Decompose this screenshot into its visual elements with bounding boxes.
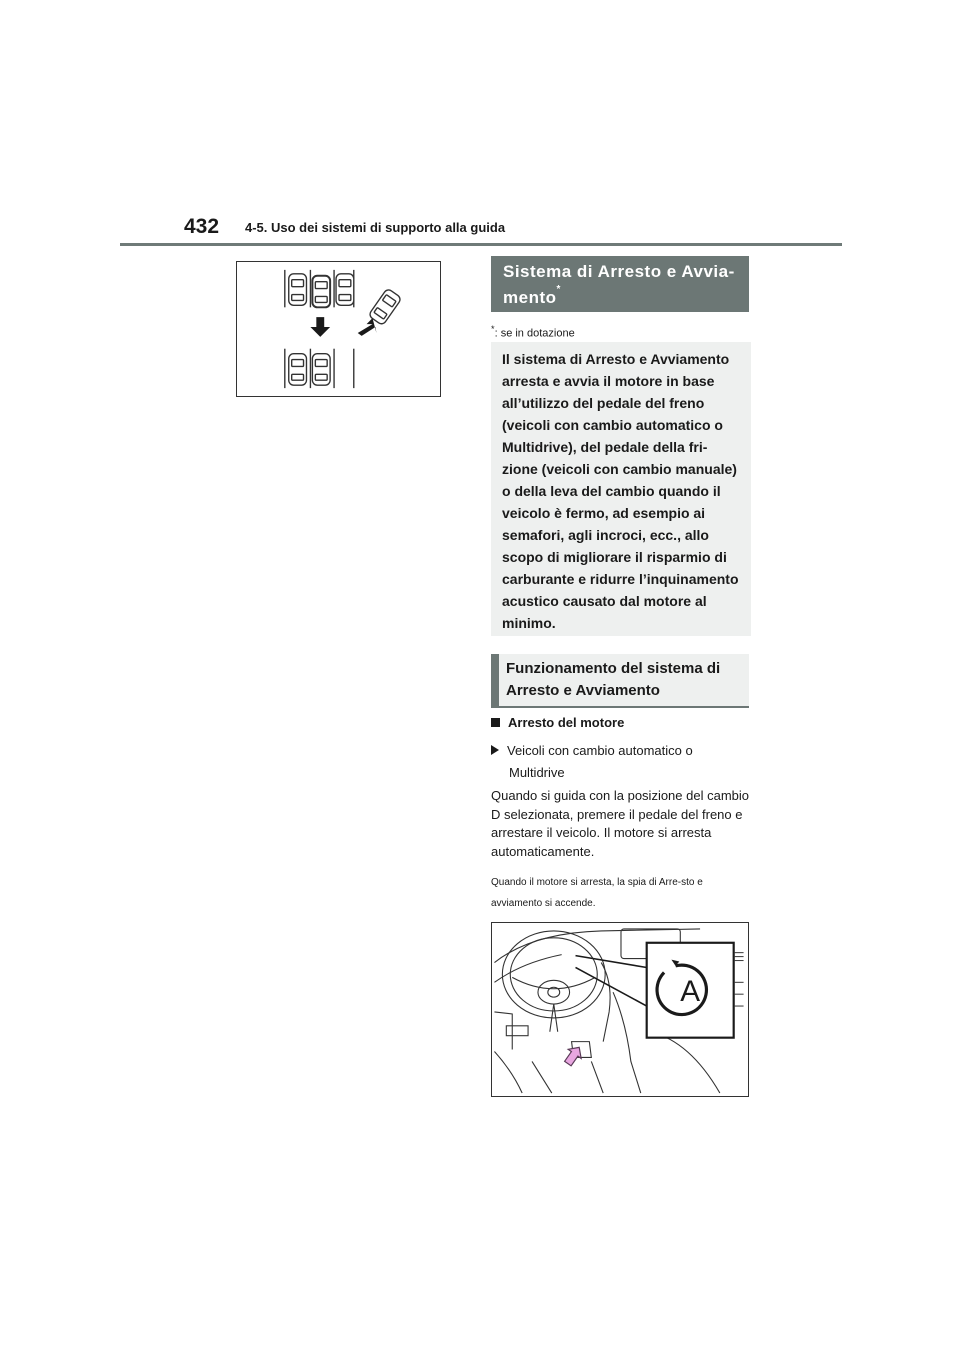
vehicle-type-item [491,740,751,784]
triangle-bullet-icon [491,745,499,755]
parking-illustration [236,261,441,397]
intro-box: Il sistema di Arresto e Avviamento arresta e avvia il motore in base all’utilizzo del pedale del freno (veicoli con cambio automatico o Multidrive), del pedale della fri-zione (veicoli con cambio manuale) o della leva del cambio quando il veicolo è fermo, ad esempio ai semafori, agli incroci, ecc., allo scopo di migliorare il risparmio di carburante e ridurre l’inquinamento acustico causato dal motore al minimo. [491,342,751,636]
vehicle-type-line2: Multidrive [509,765,565,780]
footnote-text: : se in dotazione [494,327,575,340]
header-rule [120,243,842,246]
footnote-mark: * [491,324,495,334]
vehicle-type-line1: Veicoli con cambio automatico o [507,743,693,758]
page-number: 432 [184,215,220,238]
indicator-note: Quando il motore si arresta, la spia di Arre-sto e avviamento si accende. [491,877,703,909]
engine-stop-heading [491,715,624,730]
running-header: 4-5. Uso dei sistemi di supporto alla guida [245,220,506,235]
stop-start-indicator-letter: A [680,975,701,1009]
square-bullet-icon [491,718,500,727]
section-heading-stop-start [491,256,749,312]
section-heading-operation: Funzionamento del sistema di Arresto e Avviamento [491,654,749,708]
dashboard-brake-pedal-icon [492,923,748,1096]
engine-stop-paragraph: Quando si guida con la posizione del cambio D selezionata, premere il pedale del freno e arrestare il veicolo. Il motore si arresta automaticamente. [491,788,750,859]
parked-cars-icon [237,262,440,396]
dashboard-illustration [491,922,749,1097]
asterisk-mark: * [556,284,561,295]
engine-stop-heading-text: Arresto del motore [508,715,625,730]
footnote [491,324,575,340]
section-heading-text: Sistema di Arresto e Avvia-mento [503,262,735,307]
